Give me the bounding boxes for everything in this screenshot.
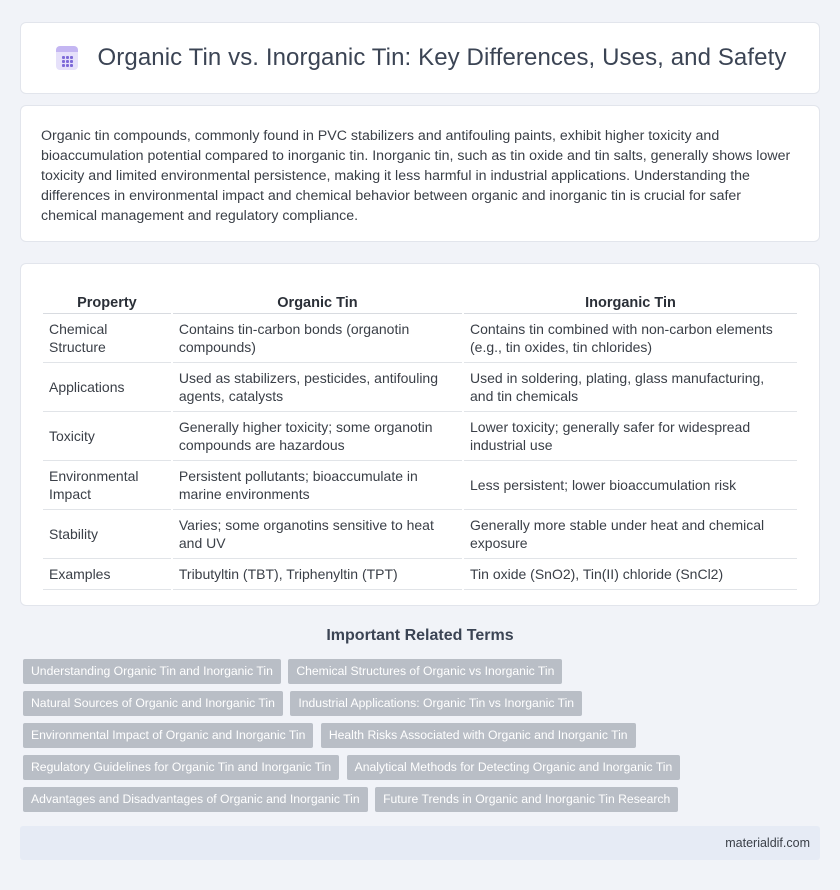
organic-cell: Persistent pollutants; bioaccumulate in marine environments <box>173 461 462 510</box>
table-row <box>43 559 797 590</box>
organic-cell: Generally higher toxicity; some organotin compounds are hazardous <box>173 412 462 461</box>
related-term-tag[interactable]: Environmental Impact of Organic and Inorganic Tin <box>23 723 313 748</box>
related-term-tag[interactable]: Regulatory Guidelines for Organic Tin and Inorganic Tin <box>23 755 339 780</box>
inorganic-cell: Tin oxide (SnO2), Tin(II) chloride (SnCl2) <box>464 559 797 590</box>
footer-site-link[interactable]: materialdif.com <box>725 836 810 850</box>
organic-cell: Contains tin-carbon bonds (organotin compounds) <box>173 314 462 363</box>
property-cell: Chemical Structure <box>43 314 171 363</box>
header-organic-tin: Organic Tin <box>173 284 462 314</box>
related-term-tag[interactable]: Understanding Organic Tin and Inorganic Tin <box>23 659 281 684</box>
table-header-row <box>43 284 797 314</box>
document-icon <box>54 45 80 71</box>
intro-paragraph: Organic tin compounds, commonly found in PVC stabilizers and antifouling paints, exhibit higher toxicity and bioaccumulation potential compared to inorganic tin. Inorganic tin, such as tin oxide and tin salts, generally shows lower toxicity and limited environmental persistence, making it less harmful in industrial applications. Understanding the differences in environmental impact and chemical behavior between organic and inorganic tin is crucial for safer chemical management and regulatory compliance. <box>41 128 791 224</box>
related-term-tag[interactable]: Natural Sources of Organic and Inorganic Tin <box>23 691 283 716</box>
organic-cell: Tributyltin (TBT), Triphenyltin (TPT) <box>173 559 462 590</box>
related-term-tag[interactable]: Industrial Applications: Organic Tin vs Inorganic Tin <box>290 691 582 716</box>
table-row <box>43 363 797 412</box>
inorganic-cell: Used in soldering, plating, glass manufacturing, and tin chemicals <box>464 363 797 412</box>
related-term-tag[interactable]: Analytical Methods for Detecting Organic and Inorganic Tin <box>347 755 681 780</box>
organic-cell: Varies; some organotins sensitive to heat and UV <box>173 510 462 559</box>
related-term-tag[interactable]: Chemical Structures of Organic vs Inorganic Tin <box>288 659 562 684</box>
intro-card <box>20 105 820 242</box>
footer <box>20 826 820 860</box>
comparison-table <box>41 284 799 590</box>
inorganic-cell: Less persistent; lower bioaccumulation risk <box>464 461 797 510</box>
header-card <box>20 22 820 94</box>
related-term-tag[interactable]: Health Risks Associated with Organic and Inorganic Tin <box>321 723 636 748</box>
header-inorganic-tin: Inorganic Tin <box>464 284 797 314</box>
table-row <box>43 461 797 510</box>
inorganic-cell: Contains tin combined with non-carbon elements (e.g., tin oxides, tin chlorides) <box>464 314 797 363</box>
related-term-tag[interactable]: Advantages and Disadvantages of Organic and Inorganic Tin <box>23 787 368 812</box>
property-cell: Environmental Impact <box>43 461 171 510</box>
related-terms-heading: Important Related Terms <box>326 627 514 644</box>
related-terms-list <box>23 659 823 819</box>
comparison-table-card <box>20 263 820 606</box>
header-property: Property <box>43 284 171 314</box>
page-title: Organic Tin vs. Inorganic Tin: Key Differences, Uses, and Safety <box>97 44 787 71</box>
organic-cell: Used as stabilizers, pesticides, antifouling agents, catalysts <box>173 363 462 412</box>
table-row <box>43 510 797 559</box>
table-row <box>43 314 797 363</box>
inorganic-cell: Generally more stable under heat and chemical exposure <box>464 510 797 559</box>
title-wrap <box>54 44 787 72</box>
table-row <box>43 412 797 461</box>
property-cell: Examples <box>43 559 171 590</box>
property-cell: Applications <box>43 363 171 412</box>
property-cell: Toxicity <box>43 412 171 461</box>
related-term-tag[interactable]: Future Trends in Organic and Inorganic Tin Research <box>375 787 678 812</box>
property-cell: Stability <box>43 510 171 559</box>
inorganic-cell: Lower toxicity; generally safer for widespread industrial use <box>464 412 797 461</box>
